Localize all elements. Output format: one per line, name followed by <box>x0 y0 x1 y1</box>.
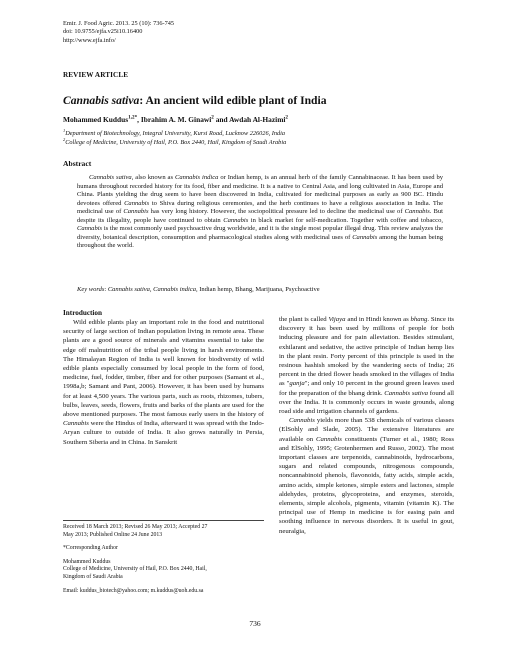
affiliation-2 <box>63 136 287 148</box>
title-rest: : An ancient wild edible plant of India <box>139 94 327 107</box>
corresponding-address-2: Kingdom of Saudi Arabia <box>63 573 123 580</box>
body-text: and in Hindi known as <box>345 316 411 323</box>
journal-header <box>63 20 174 45</box>
keywords-separator: , <box>149 286 154 293</box>
body-term: Vijaya <box>328 316 346 323</box>
corresponding-email: Email: kuddus_biotech@yahoo.com; m.kuddus@uoh.edu.sa <box>63 587 204 594</box>
abstract-term: Cannabis sativa <box>89 174 132 181</box>
author-3-sup: 2 <box>285 114 289 121</box>
body-text: . Since its discovery it has been used by millions of people for both inducing pleasure and for pain alleviation. Besides stimulant, exhilarant and sedative, the active principle of Indian hemp lies in the plant resin. Forty percent of this principle is used in the resinous hashish smoked by the wandering sects of India; 26 percent in the dried flower heads smoked in the villages of India as " <box>279 316 455 388</box>
affiliation-1-sup: 1 <box>63 127 66 133</box>
abstract-body <box>77 174 443 251</box>
keywords-colon: : <box>104 286 108 293</box>
body-text: constituents (Turner et al., 1980; Ross and ElSohly, 1995; Grotenhermen and Russo, 2002). The most important classes are terpenoids, cannabinoids, hydrocarbons, sugars and related compounds, nitrogenous compounds, noncannabinoid phenols, flavonoids, fatty acids, simple acids, amino acids, simple ketones, simple esters and lactones, simple aldehydes, proteins, glycoproteins, and enzymes, steroids, elements, simple alcohols, pigments, vitamin (vitamin K). The principal use of Hemp in medicine is for easing pain and soothing influence in nervous disorders. It is useful in gout, neuralgia, <box>279 435 454 535</box>
abstract-text: is the most commonly used psychoactive drug worldwide, and it is the single most popular illegal drug. This review analyzes the diversity, botanical description, consumption and pharmacological studies along with medicinal uses of <box>77 225 443 241</box>
footnote-divider <box>63 520 264 521</box>
body-text: "; and only 10 percent in the ground green leaves used for the preparation of the bhang drink. <box>279 380 454 397</box>
abstract-text: or Indian hemp, is an annual herb of the family Cannabinaceae. It has been used by humans throughout recorded history for its food, fiber and medicine. It is a native to Central Asia, and long cultivated in Asia, Europe and China. Plants yielding the drug seem to have been discovered in India, cultivated for medicinal purposes as early as 900 BC. Hindu devotees offered <box>77 174 443 207</box>
abstract-text: , also known as <box>131 174 175 181</box>
corresponding-address-1: College of Medicine, University of Hail, P.O. Box 2440, Hail, <box>63 566 207 573</box>
left-column <box>63 309 264 447</box>
abstract-term: Cannabis <box>352 233 378 241</box>
abstract-paragraph <box>77 174 443 251</box>
abstract-term: Cannabis <box>123 208 149 216</box>
corresponding-name: Mohammed Kuddus <box>63 558 111 565</box>
author-list <box>63 115 288 124</box>
abstract-term: Cannabis indica <box>174 174 219 181</box>
body-text: Wild edible plants play an important role in the food and nutritional security of large section of Indian population living in remote area. These plants are a good source of minerals and vitamins essential to take the edge off malnutrition of the tribal people living in harsh environments. The Himalayan Region of India is well known for biodiversity of wild edible plants especially consumed by local people in the form of food, medicine, fuel, fodder, timber, fiber and for other purposes (Samant et al., 1998a,b; Samant and Pant, 2006). However, it has been used by humans for at least 4,500 years. The various parts, such as roots, rhizomes, tubers, bulbs, leaves, seeds, flowers, fruits and barks of the plants are used for the above mentioned purposes. The most famous early users in the history of <box>63 319 264 419</box>
abstract-term: Cannabis <box>124 199 150 207</box>
body-text: were the Hindus of India, afterward it was spread with the Indo-Aryan culture to outside of India. It also grows naturally in Persia, Southern Siberia and in China. In Sanskrit <box>63 420 264 446</box>
journal-url: http://www.ejfa.info/ <box>63 36 116 44</box>
author-1-sup: 1,2* <box>128 114 138 121</box>
abstract-text: among the human being throughout the world. <box>77 233 443 250</box>
journal-citation: Emir. J. Food Agric. 2013. 25 (10): 736-745 <box>63 20 175 27</box>
article-title <box>63 94 327 107</box>
body-term: Cannabis <box>63 420 89 428</box>
abstract-text: has very long history. However, the sociopolitical pressure led to decline the medicinal use of <box>148 208 405 216</box>
affiliation-2-text: College of Medicine, University of Hail, P.O. Box 2440, Hail, Kingdom of Saudi Arabia <box>65 138 287 146</box>
keyword-1: Cannabis sativa <box>107 286 150 293</box>
body-term: Cannabis <box>316 435 342 443</box>
keywords-label: Key words <box>77 286 105 293</box>
abstract-text: . But despite its illegality, people have continued to obtain <box>77 208 444 224</box>
keywords <box>77 286 457 293</box>
affiliations <box>63 127 287 147</box>
abstract-text: to Shiva during religious ceremonies, and the herb continues to have a religious association in India. The medicinal use of <box>77 199 443 216</box>
introduction-paragraph-2 <box>279 416 454 536</box>
body-text: the plant is called <box>279 316 329 323</box>
body-term: ganja <box>289 380 305 388</box>
article-type: REVIEW ARTICLE <box>63 71 129 79</box>
body-term: Cannabis sativa <box>384 389 429 397</box>
affiliation-1-text: Department of Biotechnology, Integral University, Kursi Road, Lucknow 226026, India <box>65 130 286 137</box>
author-1: Mohammed Kuddus <box>63 115 129 124</box>
affiliation-2-sup: 2 <box>63 136 66 142</box>
affiliation-1 <box>63 127 286 139</box>
introduction-paragraph-1-cont <box>279 315 454 416</box>
body-term: bhang <box>410 316 428 323</box>
footnotes <box>63 524 268 595</box>
corresponding-label: *Corresponding Author <box>63 545 118 552</box>
abstract-term: Cannabis <box>404 208 430 216</box>
abstract-text: in black market for self-medication. Together with coffee and tobacco, <box>248 216 443 224</box>
keyword-2: Cannabis indica <box>153 286 196 293</box>
author-2: , Ibrahim A. M. Ginawi <box>137 115 212 124</box>
introduction-paragraph-1 <box>63 318 264 447</box>
abstract-term: Cannabis <box>77 225 103 233</box>
author-2-sup: 2 <box>211 114 214 121</box>
abstract-term: Cannabis <box>223 216 249 224</box>
body-text: yields more than 538 chemicals of various classes (ElSohly and Slade, 2005). The extensive literatures are available on <box>279 417 454 443</box>
received-dates: Received 18 March 2013; Revised 26 May 2013; Accepted 27 <box>63 524 208 530</box>
doi-line: doi: 10.9755/ejfa.v25i10.16400 <box>63 28 143 36</box>
body-text: found all over the India. It is commonly occurs in waste grounds, along road side and irrigation channels of gardens. <box>279 389 455 416</box>
keywords-rest: , Indian hemp, Bhang, Marijuana, Psychoactive <box>195 286 320 293</box>
published-date: May 2013; Published Online 24 June 2013 <box>63 531 163 538</box>
right-column <box>279 315 454 536</box>
page-number: 736 <box>249 619 261 628</box>
title-species: Cannabis sativa <box>63 94 140 107</box>
body-term: Cannabis <box>289 417 315 425</box>
introduction-heading: Introduction <box>63 309 103 317</box>
abstract-heading: Abstract <box>63 159 92 168</box>
author-3: and Awdah Al-Hazimi <box>213 115 286 124</box>
